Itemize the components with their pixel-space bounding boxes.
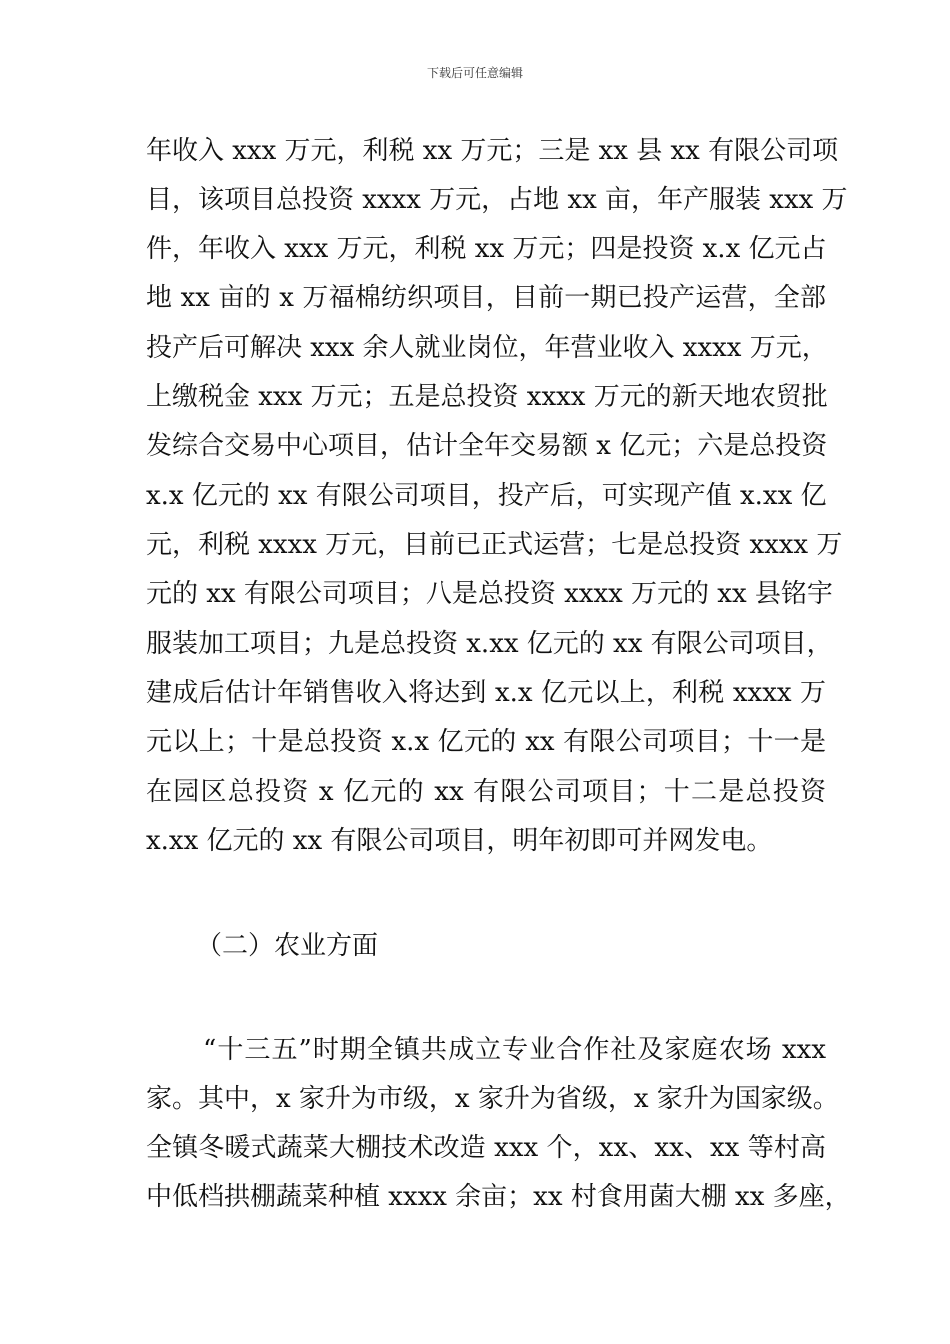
section-heading: （二）农业方面 [196, 931, 379, 961]
paragraph-line: x.x 亿元的 xx 有限公司项目，投产后，可实现产值 x.xx 亿 [146, 481, 827, 511]
paragraph-line: 家。其中，x 家升为市级，x 家升为省级，x 家升为国家级。 [146, 1084, 839, 1114]
paragraph-line: 元以上；十是总投资 x.x 亿元的 xx 有限公司项目；十一是 [146, 727, 826, 757]
paragraph-line: 元的 xx 有限公司项目；八是总投资 xxxx 万元的 xx 县铭宇 [146, 579, 833, 609]
paragraph-line: 元，利税 xxxx 万元，目前已正式运营；七是总投资 xxxx 万 [146, 530, 843, 560]
paragraph-line: 中低档拱棚蔬菜种植 xxxx 余亩；xx 村食用菌大棚 xx 多座， [146, 1182, 851, 1212]
paragraph-line: 在园区总投资 x 亿元的 xx 有限公司项目；十二是总投资 [146, 777, 826, 807]
paragraph-line: 目，该项目总投资 xxxx 万元，占地 xx 亩，年产服装 xxx 万 [146, 185, 848, 215]
page-header: 下载后可任意编辑 [426, 66, 523, 80]
paragraph-line: 全镇冬暖式蔬菜大棚技术改造 xxx 个，xx、xx、xx 等村高 [146, 1133, 826, 1163]
paragraph-line: 投产后可解决 xxx 余人就业岗位，年营业收入 xxxx 万元， [146, 333, 828, 363]
paragraph-line: 上缴税金 xxx 万元；五是总投资 xxxx 万元的新天地农贸批 [146, 382, 828, 412]
paragraph-line: “十三五”时期全镇共成立专业合作社及家庭农场 xxx [203, 1035, 826, 1065]
paragraph-line: 发综合交易中心项目，估计全年交易额 x 亿元；六是总投资 [146, 431, 828, 461]
paragraph-line: 建成后估计年销售收入将达到 x.x 亿元以上，利税 xxxx 万 [146, 678, 826, 708]
paragraph-line: 地 xx 亩的 x 万福棉纺织项目，目前一期已投产运营，全部 [146, 283, 826, 313]
paragraph-line: 件，年收入 xxx 万元，利税 xx 万元；四是投资 x.x 亿元占 [146, 234, 827, 264]
paragraph-line: x.xx 亿元的 xx 有限公司项目，明年初即可并网发电。 [146, 826, 773, 856]
paragraph-line: 服装加工项目；九是总投资 x.xx 亿元的 xx 有限公司项目， [146, 629, 833, 659]
paragraph-line: 年收入 xxx 万元，利税 xx 万元；三是 xx 县 xx 有限公司项 [146, 136, 839, 166]
